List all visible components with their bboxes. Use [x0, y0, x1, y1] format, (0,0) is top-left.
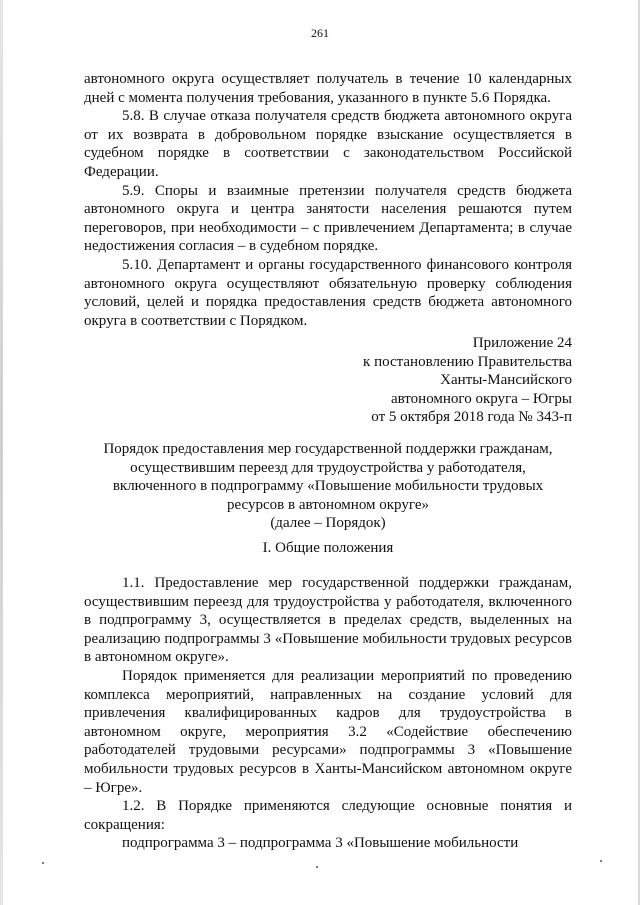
appendix-line: Приложение 24	[472, 335, 572, 351]
title-line: (далее – Порядок)	[270, 515, 386, 531]
appendix-line: к постановлению Правительства	[363, 353, 572, 370]
paragraph-5-9: 5.9. Споры и взаимные претензии получателя средств бюджета автономного округа и центра занятости населения решаются путем переговоров, при необходимости – с привлечением Департамента; в случае недостижения согласия – в судебном порядке.	[84, 182, 572, 255]
title-line: включенного в подпрограмму «Повышение мобильности трудовых	[112, 478, 544, 494]
title-line: Порядок предоставления мер государственной поддержки гражданам,	[103, 441, 553, 457]
paragraph-scope: Порядок применяется для реализации мероприятий по проведению комплекса мероприятий, направленных на создание условий для привлечения квалифицированных кадров для трудоустройства в автономном округе, мероприятия 3.2 «Содействие обеспечению работодателей трудовыми ресурсами» подпрограммы 3 «Повышение мобильности трудовых ресурсов в Ханты-Мансийском автономном округе – Югре».	[84, 667, 572, 796]
paragraph-1-1: 1.1. Предоставление мер государственной поддержки гражданам, осуществившим переезд для трудоустройства у работодателя, включенного в подпрограмму 3, осуществляется в пределах средств, выделенных на реализацию подпрограммы 3 «Повышение мобильности трудовых ресурсов в автономном округе».	[84, 575, 572, 666]
paragraph-5-10: 5.10. Департамент и органы государственного финансового контроля автономного округа осуществляют обязательную проверку соблюдения условий, целей и порядка предоставления средств бюджета автономного округа в соответствии с Порядком.	[84, 256, 572, 329]
scan-edge-left	[0, 0, 3, 905]
appendix-block	[300, 334, 572, 427]
title-line: осуществившим переезд для трудоустройства у работодателя,	[130, 459, 526, 476]
paragraph-1-2: 1.2. В Порядке применяются следующие основные понятия и сокращения:	[84, 798, 572, 833]
appendix-line: от 5 октября 2018 года № 343-п	[371, 409, 572, 425]
paragraph-5-8: 5.8. В случае отказа получателя средств бюджета автономного округа от их возврата в добровольном порядке взыскание осуществляется в судебном порядке в соответствии с законодательством Российской Федерации.	[84, 108, 572, 180]
title-line: ресурсов в автономном округе»	[227, 496, 429, 513]
paragraph-continuation: автономного округа осуществляет получатель в течение 10 календарных дней с момента получения требования, указанного в пункте 5.6 Порядка.	[84, 71, 572, 106]
scan-speck	[42, 862, 44, 864]
section-heading: I. Общие положения	[262, 540, 394, 556]
scan-speck	[600, 860, 602, 862]
appendix-line: автономного округа – Югры	[390, 390, 572, 407]
paragraph-definition: подпрограмма 3 – подпрограмма 3 «Повышение мобильности	[122, 835, 519, 852]
page-number: 261	[311, 26, 329, 40]
document-title	[84, 440, 572, 533]
body-section	[84, 574, 572, 853]
appendix-line: Ханты-Мансийского	[440, 372, 572, 388]
top-section	[84, 70, 572, 330]
scan-speck	[316, 866, 318, 868]
